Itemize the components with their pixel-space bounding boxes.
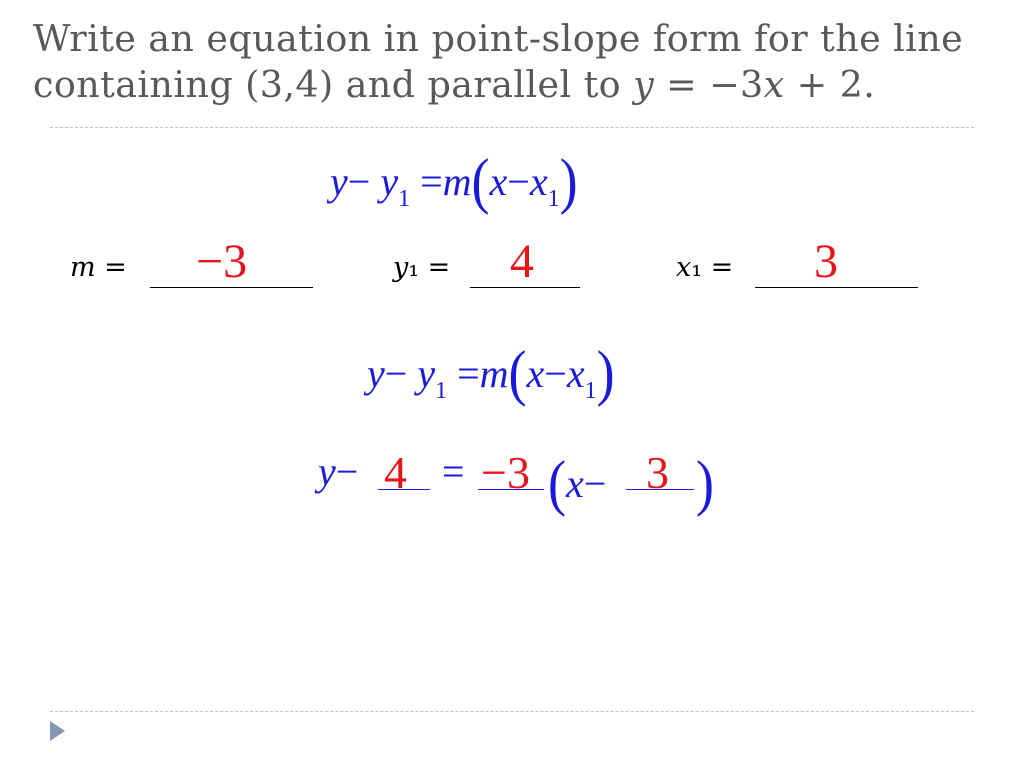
subst-x1-answer: 3 [646, 447, 669, 498]
formula2-m: m [479, 351, 509, 396]
x1-label: 𝑥₁ = [676, 252, 734, 283]
formula-lparen: ( [471, 146, 490, 216]
formula2-y1-sub: 1 [435, 377, 448, 404]
subst-paren-group [548, 448, 607, 518]
subst-y1-answer: 4 [384, 447, 407, 498]
formula-x1: x [529, 159, 548, 204]
formula2-minus: − [384, 351, 408, 396]
formula2-x1: x [566, 351, 585, 396]
formula2-x1-sub: 1 [584, 377, 597, 404]
formula-y: y [330, 159, 348, 204]
formula2-y: y [367, 351, 385, 396]
top-divider [50, 127, 974, 128]
point-slope-formula-2 [367, 338, 615, 408]
formula-m: m [442, 159, 472, 204]
formula2-rparen: ) [596, 338, 615, 408]
formula-y1-sub: 1 [398, 185, 411, 212]
subst-m-answer: −3 [481, 447, 530, 498]
subst-rparen: ) [696, 448, 714, 518]
problem-statement [33, 16, 993, 108]
point-slope-formula-1 [330, 146, 578, 216]
y1-answer: 4 [510, 235, 534, 288]
formula2-equals: = [457, 351, 480, 396]
problem-line-2-period: . [863, 63, 876, 106]
y1-label: 𝑦₁ = [393, 252, 451, 283]
formula-minus-2: − [507, 159, 530, 204]
formula-minus: − [347, 159, 371, 204]
problem-line-1: Write an equation in point-slope form for the line [33, 17, 964, 60]
formula2-y1: y [417, 351, 436, 396]
bottom-divider [50, 711, 974, 712]
formula-x: x [489, 159, 508, 204]
subst-rparen-wrap [696, 448, 714, 518]
m-answer: −3 [196, 235, 248, 288]
formula2-minus-2: − [544, 351, 567, 396]
formula-x1-sub: 1 [547, 185, 560, 212]
x1-answer: 3 [814, 235, 838, 288]
problem-line-2-equation: 𝑦 = −3𝑥 + 2 [633, 63, 864, 106]
formula-equals: = [420, 159, 443, 204]
formula-y1: y [380, 159, 399, 204]
substituted-y [318, 448, 358, 495]
formula2-lparen: ( [508, 338, 527, 408]
subst-minus: − [335, 449, 359, 494]
subst-x: x [565, 461, 584, 506]
subst-minus-2: − [583, 461, 607, 506]
m-label: 𝑚 = [70, 252, 127, 283]
formula-rparen: ) [559, 146, 578, 216]
subst-lparen: ( [548, 448, 566, 518]
formula2-x: x [526, 351, 545, 396]
subst-equals: = [442, 449, 465, 494]
problem-line-2 [33, 62, 993, 108]
subst-y: y [318, 449, 336, 494]
bullet-triangle-icon [50, 721, 65, 741]
problem-line-2-text: containing (3,4) and parallel to [33, 63, 634, 106]
